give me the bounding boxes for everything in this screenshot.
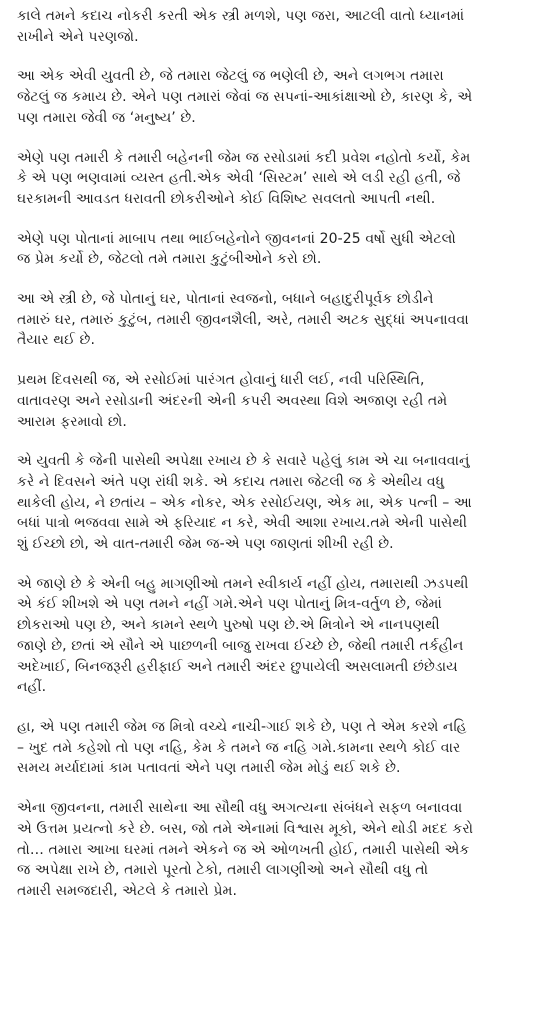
paragraph-6: પ્રથમ દિવસથી જ, એ રસોઈમાં પારંગત હોવાનું ધારી લઈ, નવી પરિસ્થિતિ, વાતાવરણ અને રસોડાની અંદરની એની કપરી અવસ્થા વિશે અજાણ રહી તમે આરામ ફરમાવો છો. <box>17 372 448 430</box>
paragraph-7: એ યુવતી કે જેની પાસેથી અપેક્ષા રખાય છે કે સવારે પહેલું કામ એ ચા બનાવવાનું કરે ને દિવસને અંતે પણ રાંધી શકે. એ કદાચ તમારા જેટલી જ કે એથીય વધુ થાકેલી હોય, ને છતાંય – એક નોકર, એક રસોઈયણ, એક મા, એક પત્ની – આ બધાં પાત્રો ભજવવા સામે એ ફરિયાદ ન કરે, એવી આશા રખાય.તમે એની પાસેથી શું ઈચ્છો છો, એ વાત-તમારી જેમ જ-એ પણ જાણતાં શીખી રહી છે. <box>17 453 472 553</box>
paragraph-4: એણે પણ પોતાનાં માબાપ તથા ભાઈબહેનોને જીવનનાં 20-25 વર્ષો સુધી એટલો જ પ્રેમ કર્યો છે, જેટલો તમે તમારા કુટુંબીઓને કરો છો. <box>17 230 456 268</box>
paragraph-5: આ એ સ્ત્રી છે, જે પોતાનું ઘર, પોતાનાં સ્વજનો, બધાને બહાદુરીપૂર્વક છોડીને તમારું ઘર, તમારું કુટુંબ, તમારી જીવનશૈલી, અરે, તમારી અટક સુદ્ધાં અપનાવવા તૈયાર થઈ છે. <box>17 291 469 349</box>
paragraph-2: આ એક એવી યુવતી છે, જે તમારા જેટલું જ ભણેલી છે, અને લગભગ તમારા જેટલું જ કમાય છે. એને પણ તમારાં જેવાં જ સપનાં-આકાંક્ષાઓ છે, કારણ કે, એ પણ તમારા જેવી જ ‘મનુષ્ય’ છે. <box>17 68 473 126</box>
paragraph-10: એના જીવનના, તમારી સાથેના આ સૌથી વધુ અગત્યના સંબંધને સફળ બનાવવા એ ઉત્તમ પ્રયત્નો કરે છે. બસ, જો તમે એનામાં વિશ્વાસ મૂકો, એને થોડી મદદ કરો તો… તમારા આખા ઘરમાં તમને એકને જ એ ઓળખતી હોઈ, તમારી પાસેથી એક જ અપેક્ષા રાખે છે, તમારો પૂરતો ટેકો, તમારી લાગણીઓ અને સૌથી વધુ તો તમારી સમજદારી, એટલે કે તમારો પ્રેમ. <box>17 800 474 899</box>
paragraph-3: એણે પણ તમારી કે તમારી બહેનની જેમ જ રસોડામાં કદી પ્રવેશ નહોતો કર્યો, કેમ કે એ પણ ભણવામાં વ્યસ્ત હતી.એક એવી ‘સિસ્ટમ’ સાથે એ લડી રહી હતી, જે ઘરકામની આવડત ધરાવતી છોકરીઓને કોઈ વિશિષ્ટ સવલતો આપતી નથી. <box>17 149 471 207</box>
paragraph-9: હા, એ પણ તમારી જેમ જ મિત્રો વચ્ચે નાચી-ગાઈ શકે છે, પણ તે એમ કરશે નહિ – ખુદ તમે કહેશો તો પણ નહિ, કેમ કે તમને જ નહિ ગમે.કામના સ્થળે કોઈ વાર સમય મર્યાદામાં કામ પતાવતાં એને પણ તમારી જેમ મોડું થઈ શકે છે. <box>17 718 467 777</box>
paragraph-1: કાલે તમને કદાચ નોકરી કરતી એક સ્ત્રી મળશે, પણ જરા, આટલી વાતો ધ્યાનમાં રાખીને એને પરણજો. <box>17 8 465 45</box>
paragraph-8: એ જાણે છે કે એની બહુ માગણીઓ તમને સ્વીકાર્ય નહીં હોય, તમારાથી ઝડપથી એ કંઈ શીખશે એ પણ તમને નહીં ગમે.એને પણ પોતાનું મિત્ર-વર્તુળ છે, જેમાં છોકરાઓ પણ છે, અને કામને સ્થળે પુરુષો પણ છે.એ મિત્રોને એ નાનપણથી જાણે છે, છતાં એ સૌને એ પાછળની બાજુ રાખવા ઈચ્છે છે, જેથી તમારી તર્કહીન અદેખાઈ, બિનજરૂરી હરીફાઈ અને તમારી અંદર છુપાયેલી અસલામતી છંછેડાય નહીં. <box>17 575 469 696</box>
